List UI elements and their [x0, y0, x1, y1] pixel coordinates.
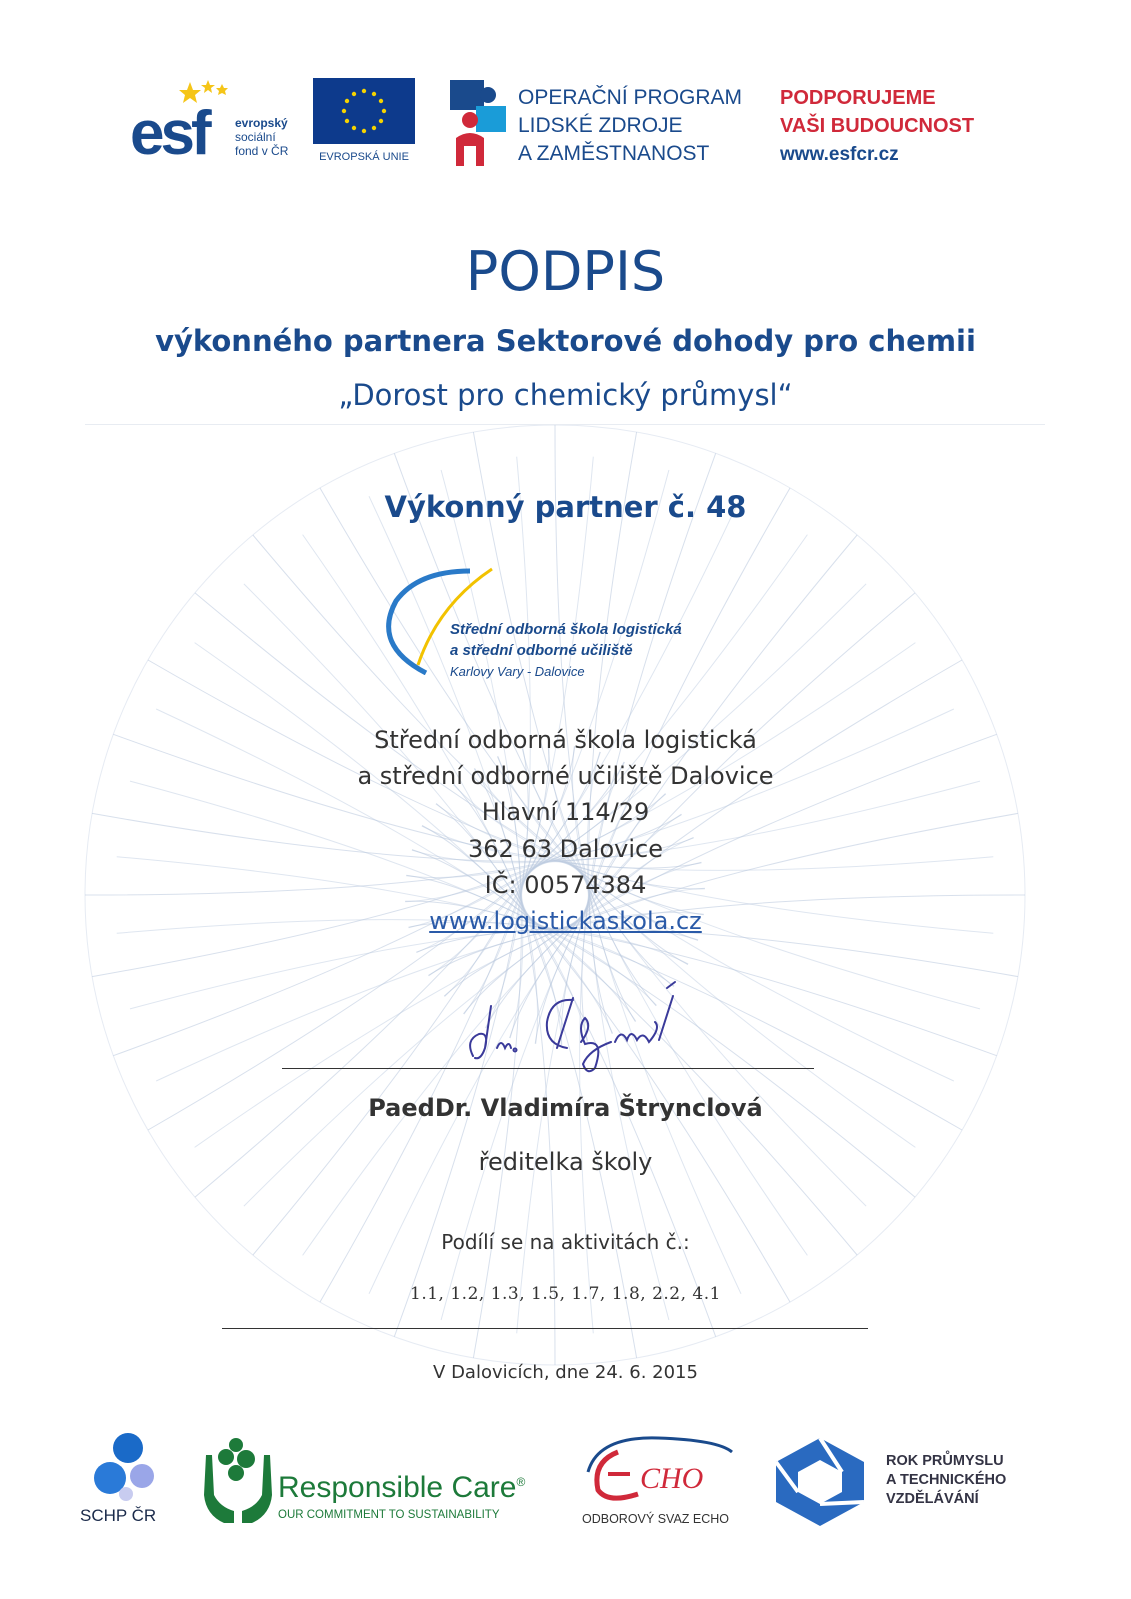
handwritten-signature [455, 978, 715, 1073]
signature-line [282, 1068, 814, 1069]
molecule-icon [86, 1432, 166, 1502]
support-slogan [780, 84, 974, 169]
op-line-3: A ZAMĚSTNANOST [518, 142, 710, 165]
responsible-care-logo [200, 1435, 550, 1530]
eu-label: EVROPSKÁ UNIE [319, 151, 409, 163]
school-logo-text [450, 619, 682, 682]
school-logo [378, 565, 748, 685]
address-ic: IČ: 00574384 [484, 871, 647, 899]
school-logo-line-1: Střední odborná škola logistická [450, 621, 682, 638]
schp-logo [80, 1432, 180, 1532]
activities-line [222, 1328, 868, 1329]
signer-name: PaedDr. Vladimíra Štrynclová [368, 1094, 763, 1122]
rok-line-3: VZDĚLÁVÁNÍ [886, 1491, 979, 1507]
eu-logo [313, 78, 415, 168]
esf-mark: esf [130, 99, 208, 168]
address-line-2: a střední odborné učiliště Dalovice [357, 762, 774, 790]
support-line-2: VAŠI BUDOUCNOST [780, 115, 975, 137]
op-line-1: OPERAČNÍ PROGRAM [518, 86, 743, 109]
partner-number: Výkonný partner č. 48 [384, 490, 747, 524]
echo-logo [578, 1432, 743, 1532]
eu-flag-icon [313, 78, 415, 144]
activities-label: Podílí se na aktivitách č.: [441, 1230, 690, 1254]
op-lzz-text [518, 84, 742, 168]
eu-stars-icon [313, 78, 415, 144]
address-line-1: Střední odborná škola logistická [374, 726, 757, 754]
rok-line-1: ROK PRŮMYSLU [886, 1453, 1004, 1469]
echo-label: ODBOROVÝ SVAZ ECHO [582, 1512, 730, 1526]
esf-logo [130, 78, 305, 168]
schp-label: SCHP ČR [80, 1506, 157, 1525]
op-line-2: LIDSKÉ ZDROJE [518, 114, 683, 137]
place-date: V Dalovicích, dne 24. 6. 2015 [433, 1362, 698, 1383]
rok-line-2: A TECHNICKÉHO [886, 1472, 1007, 1488]
activities-list: 1.1, 1.2, 1.3, 1.5, 1.7, 1.8, 2.2, 4.1 [410, 1284, 721, 1304]
address-city: 362 63 Dalovice [468, 835, 663, 863]
rok-prumyslu-logo [770, 1436, 1020, 1526]
document-title: PODPIS [465, 240, 666, 303]
responsible-care-name: Responsible Care [278, 1471, 517, 1504]
esf-text [235, 116, 288, 158]
rok-prumyslu-text [886, 1452, 1006, 1509]
op-lzz-logo [450, 80, 750, 168]
hexagon-icon [770, 1436, 870, 1526]
esf-line-2: sociální [235, 130, 276, 144]
esf-line-1: evropský [235, 116, 288, 130]
registered-mark: ® [516, 1475, 526, 1489]
support-line-1: PODPORUJEME [780, 87, 936, 109]
school-logo-line-3: Karlovy Vary - Dalovice [450, 664, 585, 679]
responsible-care-tagline: OUR COMMITMENT TO SUSTAINABILITY [278, 1509, 500, 1521]
document-subtitle: výkonného partnera Sektorové dohody pro chemii [155, 324, 976, 358]
project-name: „Dorost pro chemický průmysl“ [338, 378, 793, 412]
puzzle-person-icon [450, 80, 510, 166]
responsible-care-title [278, 1471, 525, 1505]
signer-role: ředitelka školy [478, 1148, 653, 1176]
echo-mark-icon [578, 1432, 743, 1510]
divider [85, 424, 1045, 425]
echo-mark: CHO [640, 1462, 704, 1495]
hands-molecule-icon [200, 1435, 276, 1525]
address-street: Hlavní 114/29 [481, 798, 650, 826]
esf-line-3: fond v ČR [235, 144, 289, 158]
school-logo-line-2: a střední odborné učiliště [450, 642, 633, 659]
support-url-link[interactable]: www.esfcr.cz [780, 144, 899, 165]
school-website-link[interactable]: www.logistickaskola.cz [429, 907, 702, 935]
